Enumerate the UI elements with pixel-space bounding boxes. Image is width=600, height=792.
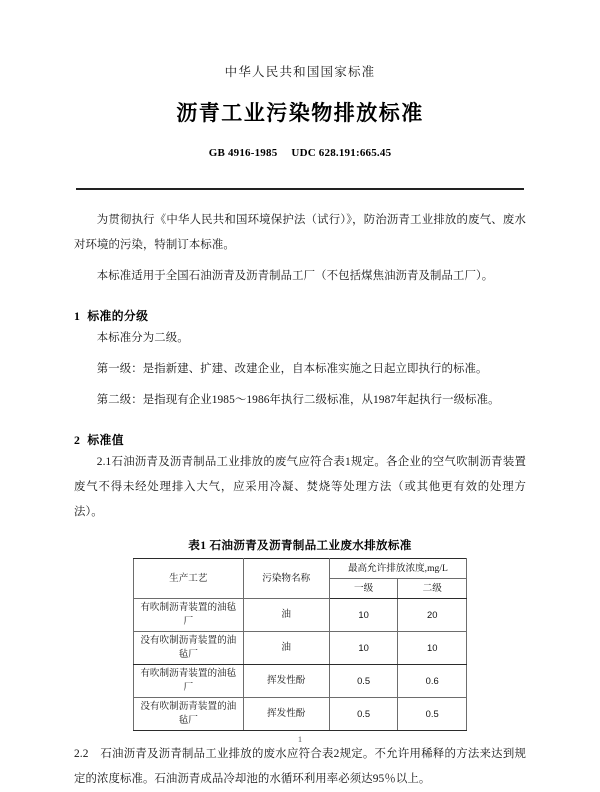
cell-level-1: 0.5: [329, 665, 398, 698]
document-header: [0, 0, 600, 159]
cell-pollutant: 挥发性酚: [243, 698, 329, 731]
section-1-paragraph-1: 本标准分为二级。: [96, 332, 189, 344]
table-row: [134, 599, 467, 632]
section-number-2: 2: [74, 433, 81, 447]
table-header-level-1: 一级: [329, 579, 398, 599]
table-header-pollutant: 污染物名称: [243, 559, 329, 599]
cell-level-2: 0.6: [398, 665, 467, 698]
table-header-concentration-group: 最高允许排放浓度,mg/L: [329, 559, 466, 579]
cell-level-1: 10: [329, 599, 398, 632]
page-number: 1: [297, 734, 303, 744]
section-title-1: 标准的分级: [87, 309, 149, 323]
cell-level-2: 0.5: [398, 698, 467, 731]
table-header: [134, 559, 467, 599]
cell-pollutant: 油: [243, 632, 329, 665]
cell-process: 有吹制沥青装置的油毡厂: [134, 665, 244, 698]
section-heading-1: [74, 307, 526, 324]
table-header-level-2: 二级: [398, 579, 467, 599]
cell-process: 有吹制沥青装置的油毡厂: [134, 599, 244, 632]
section-title-2: 标准值: [87, 433, 124, 447]
cell-level-2: 20: [398, 599, 467, 632]
table-header-process: 生产工艺: [134, 559, 244, 599]
section-1-paragraph-2: 第一级：是指新建、扩建、改建企业，自本标准实施之日起立即执行的标准。: [96, 363, 488, 375]
table-header-row-1: [134, 559, 467, 579]
cell-level-2: 10: [398, 632, 467, 665]
cell-level-1: 0.5: [329, 698, 398, 731]
standard-authority: 中华人民共和国国家标准: [224, 65, 376, 79]
gb-standard-number: GB 4916-1985: [208, 147, 278, 159]
preamble-paragraph-1: 为贯彻执行《中华人民共和国环境保护法（试行）》，防治沥青工业排放的废气、废水对环境的污染，特制订本标准。: [74, 214, 526, 251]
table-row: [134, 665, 467, 698]
cell-level-1: 10: [329, 632, 398, 665]
preamble-paragraph-2: 本标准适用于全国石油沥青及沥青制品工厂（不包括煤焦油沥青及制品工厂）。: [96, 270, 494, 282]
section-number-1: 1: [74, 309, 81, 323]
document-body: [74, 190, 526, 792]
section-heading-2: [74, 431, 526, 448]
cell-process: 没有吹制沥青装置的油毡厂: [134, 698, 244, 731]
table-caption: 表1 石油沥青及沥青制品工业废水排放标准: [188, 539, 412, 552]
page-title: 沥青工业污染物排放标准: [176, 101, 424, 125]
cell-pollutant: 挥发性酚: [243, 665, 329, 698]
section-2-paragraph-1: 2.1石油沥青及沥青制品工业排放的废气应符合表1规定。各企业的空气吹制沥青装置废气不得未经处理排入大气，应采用冷凝、焚烧等处理方法（或其他更有效的处理方法）。: [74, 456, 526, 518]
udc-number: UDC 628.191:665.45: [291, 147, 392, 159]
table-body: [134, 599, 467, 731]
cell-pollutant: 油: [243, 599, 329, 632]
standard-code-line: [0, 147, 600, 159]
cell-process: 没有吹制沥青装置的油毡厂: [134, 632, 244, 665]
table-row: [134, 632, 467, 665]
emission-standard-table: [133, 558, 467, 731]
section-2-paragraph-2: 2.2 石油沥青及沥青制品工业排放的废水应符合表2规定。不允许用稀释的方法来达到规定的浓度标准。石油沥青成品冷却池的水循环利用率必须达95％以上。: [74, 748, 526, 785]
section-1-paragraph-3: 第二级：是指现有企业1985～1986年执行二级标准，从1987年起执行一级标准。: [96, 394, 500, 406]
table-row: [134, 698, 467, 731]
